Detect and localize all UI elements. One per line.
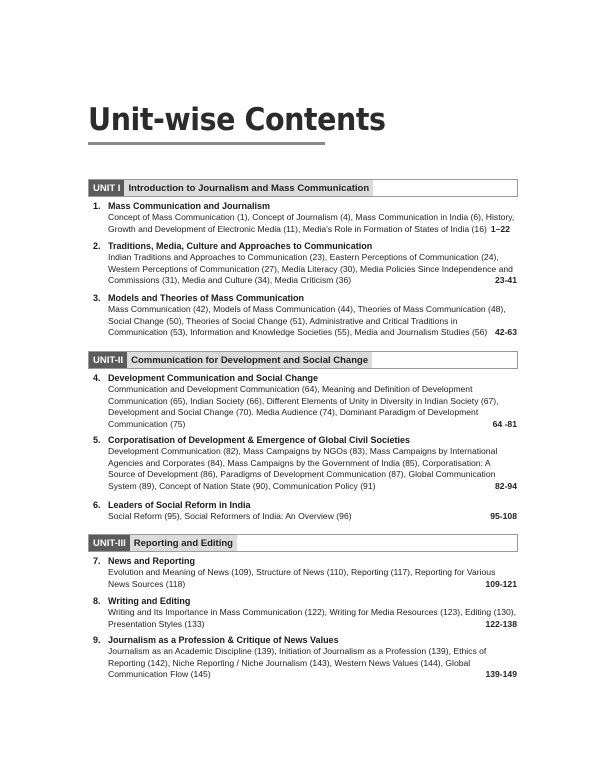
chapter-pages: 23-41 <box>495 275 517 286</box>
unit-tag: UNIT-III <box>89 535 130 551</box>
chapter-number: 6. <box>93 500 101 510</box>
chapter-entry <box>93 292 517 339</box>
chapter-title: Journalism as a Profession & Critique of News Values <box>108 635 339 645</box>
chapter-number: 3. <box>93 293 101 303</box>
chapter-number: 4. <box>93 373 101 383</box>
chapter-entry <box>93 555 517 590</box>
chapter-entry <box>93 434 517 493</box>
unit-title: Introduction to Journalism and Mass Communication <box>124 180 373 196</box>
unit-header <box>88 534 518 552</box>
chapter-pages: 122-138 <box>485 618 517 629</box>
chapter-entry <box>93 240 517 287</box>
chapter-title: Development Communication and Social Change <box>108 373 319 383</box>
chapter-entry <box>93 634 517 681</box>
chapter-topics: Development Communication (82), Mass Campaigns by NGOs (83), Mass Campaigns by International Agencies and Corporates (84), Mass Campaigns by the Government of India (85), Corporatisation: A Source of Development (86), Paradigms of Development Communication (87), Global Communication System (89), Concept of Nation State (90), Communication Policy (91) <box>108 446 498 492</box>
chapter-title: News and Reporting <box>108 556 196 566</box>
chapter-title: Models and Theories of Mass Communication <box>108 293 305 303</box>
chapter-topics: Concept of Mass Communication (1), Concept of Journalism (4), Mass Communication in India (6), History, Growth and Development of Electronic Media (11), Media's Role in Formation of States of India (16) <box>108 212 515 234</box>
chapter-title: Leaders of Social Reform in India <box>108 500 251 510</box>
chapter-number: 7. <box>93 556 101 566</box>
chapter-title: Traditions, Media, Culture and Approaches to Communication <box>108 241 373 251</box>
unit-tag: UNIT-II <box>89 352 127 368</box>
chapter-topics: Journalism as an Academic Discipline (139), Initiation of Journalism as a Profession (139), Ethics of Reporting (142), Niche Reporting / Niche Journalism (143), Western News Values (144), Global Communication Flow (145) <box>108 646 487 680</box>
chapter-number: 9. <box>93 635 101 645</box>
chapter-title: Writing and Editing <box>108 596 191 606</box>
chapter-topics: Social Reform (95), Social Reformers of India: An Overview (96) <box>108 511 352 521</box>
chapter-pages: 109-121 <box>485 578 517 589</box>
chapter-topics: Evolution and Meaning of News (109), Structure of News (110), Reporting (117), Reporting for Various News Sources (118) <box>108 567 496 589</box>
unit-header <box>88 351 518 369</box>
chapter-number: 5. <box>93 435 101 445</box>
unit-header <box>88 179 518 197</box>
chapter-number: 2. <box>93 241 101 251</box>
chapter-topics: Writing and Its Importance in Mass Communication (122), Writing for Media Resources (123), Editing (130), Presentation Styles (133) <box>108 607 517 629</box>
chapter-entry <box>93 200 517 235</box>
chapter-pages: 95-108 <box>490 511 517 521</box>
chapter-entry <box>93 372 517 431</box>
chapter-pages: 42-63 <box>495 327 517 338</box>
chapter-title: Corporatisation of Development & Emergence of Global Civil Societies <box>108 435 411 445</box>
chapter-title: Mass Communication and Journalism <box>108 201 271 211</box>
chapter-pages: 82-94 <box>495 481 517 492</box>
chapter-entry <box>93 595 517 630</box>
page-title: Unit-wise Contents <box>88 102 386 138</box>
unit-title: Communication for Development and Social Change <box>127 352 372 368</box>
chapter-pages: 64 -81 <box>492 419 517 430</box>
chapter-number: 1. <box>93 201 101 211</box>
chapter-topics: Communication and Development Communication (64), Meaning and Definition of Development Communication (65), Indian Society (66), Different Elements of Unity in Diversity in Indian Society (67), Development and Social Change (70). Media Audience (74), Dominant Paradigm of Development Communication (75) <box>108 384 499 430</box>
chapter-topics: Mass Communication (42), Models of Mass Communication (44), Theories of Mass Communication (48), Social Change (50), Theories of Social Change (51), Administrative and Critical Traditions in Communication (53), Information and Knowledge Societies (55), Media and Journalism Studies (56) <box>108 304 506 338</box>
chapter-entry <box>93 499 517 523</box>
title-underline <box>88 142 325 145</box>
chapter-pages: 139-149 <box>485 669 517 680</box>
chapter-pages: 1–22 <box>490 223 510 234</box>
unit-tag: UNIT I <box>89 180 124 196</box>
chapter-topics: Indian Traditions and Approaches to Communication (23), Eastern Perceptions of Communication (24), Western Perceptions of Communication (27), Media Literacy (30), Media Policies Since Independence and Commissions (31), Media and Culture (34), Media Criticism (36) <box>108 252 513 286</box>
chapter-number: 8. <box>93 596 101 606</box>
unit-title: Reporting and Editing <box>130 535 237 551</box>
